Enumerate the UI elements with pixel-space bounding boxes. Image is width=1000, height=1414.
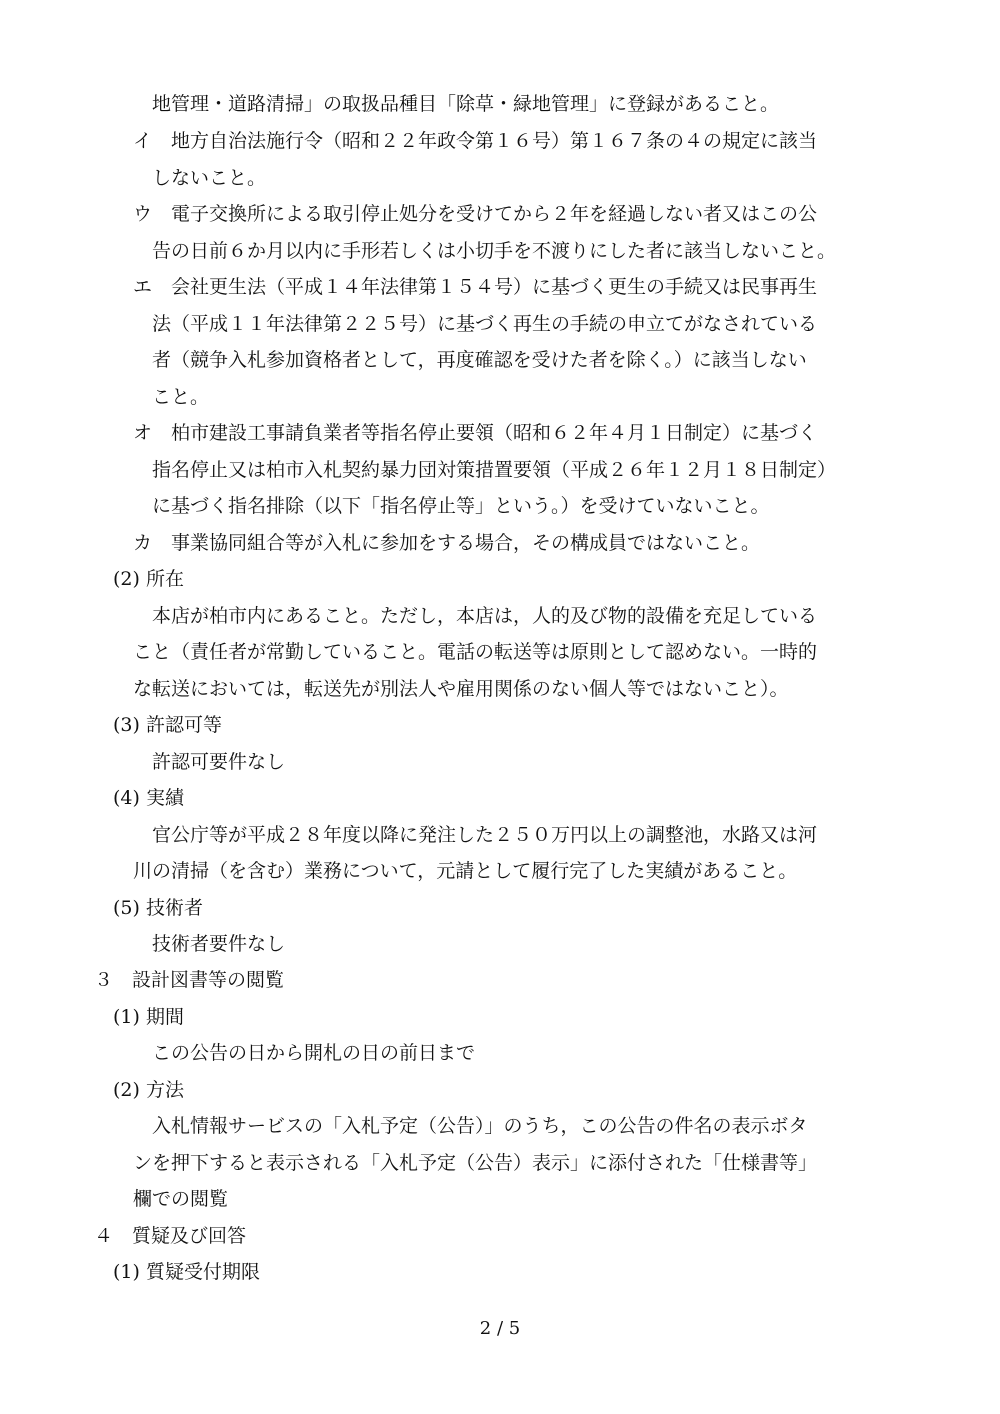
text-line-13: カ 事業協同組合等が入札に参加をする場合，その構成員ではないこと。 bbox=[133, 532, 761, 554]
text-line-3: しないこと。 bbox=[152, 167, 267, 189]
text-line-10: オ 柏市建設工事請負業者等指名停止要領（昭和６２年４月１日制定）に基づく bbox=[133, 422, 818, 444]
text-line-19: 許認可要件なし bbox=[152, 751, 286, 773]
text-line-7: 法（平成１１年法律第２２５号）に基づく再生の手続の申立てがなされている bbox=[152, 313, 818, 335]
section-heading-3-2: (2) 方法 bbox=[113, 1079, 184, 1101]
text-line-9: こと。 bbox=[152, 386, 210, 408]
text-line-24: 技術者要件なし bbox=[152, 933, 286, 955]
text-line-15: 本店が柏市内にあること。ただし，本店は，人的及び物的設備を充足している bbox=[152, 605, 818, 627]
text-line-21: 官公庁等が平成２８年度以降に発注した２５０万円以上の調整池，水路又は河 bbox=[152, 824, 818, 846]
text-line-31: 欄での閲覧 bbox=[133, 1188, 229, 1210]
text-line-30: ンを押下すると表示される「入札予定（公告）表示」に添付された「仕様書等」 bbox=[133, 1152, 818, 1174]
text-line-6: エ 会社更生法（平成１４年法律第１５４号）に基づく更生の手続又は民事再生 bbox=[133, 276, 818, 298]
text-line-8: 者（競争入札参加資格者として，再度確認を受けた者を除く。）に該当しない bbox=[152, 349, 807, 371]
section-heading-4: ４ 質疑及び回答 bbox=[94, 1225, 247, 1247]
text-line-2: イ 地方自治法施行令（昭和２２年政令第１６号）第１６７条の４の規定に該当 bbox=[133, 130, 818, 152]
section-heading-4-1: (1) 質疑受付期限 bbox=[113, 1261, 260, 1283]
text-line-11: 指名停止又は柏市入札契約暴力団対策措置要領（平成２６年１２月１８日制定） bbox=[152, 459, 837, 481]
text-line-22: 川の清掃（を含む）業務について，元請として履行完了した実績があること。 bbox=[133, 860, 798, 882]
text-line-16: こと（責任者が常勤していること。電話の転送等は原則として認めない。一時的 bbox=[133, 641, 818, 663]
text-line-29: 入札情報サービスの「入札予定（公告）」のうち，この公告の件名の表示ボタ bbox=[152, 1115, 808, 1137]
section-heading-3: ３ 設計図書等の閲覧 bbox=[94, 969, 285, 991]
section-heading-2-3: (3) 許認可等 bbox=[113, 714, 222, 736]
page-number: 2 / 5 bbox=[479, 1318, 521, 1339]
text-line-27: この公告の日から開札の日の前日まで bbox=[152, 1042, 476, 1064]
section-heading-3-1: (1) 期間 bbox=[113, 1006, 184, 1028]
section-heading-2-5: (5) 技術者 bbox=[113, 897, 203, 919]
text-line-4: ウ 電子交換所による取引停止処分を受けてから２年を経過しない者又はこの公 bbox=[133, 203, 818, 225]
text-line-1: 地管理・道路清掃」の取扱品種目「除草・緑地管理」に登録があること。 bbox=[152, 93, 780, 115]
text-line-12: に基づく指名排除（以下「指名停止等」という。）を受けていないこと。 bbox=[152, 495, 770, 517]
text-line-17: な転送においては，転送先が別法人や雇用関係のない個人等ではないこと）。 bbox=[133, 678, 789, 700]
section-heading-2-4: (4) 実績 bbox=[113, 787, 184, 809]
text-line-5: 告の日前６か月以内に手形若しくは小切手を不渡りにした者に該当しないこと。 bbox=[152, 240, 837, 262]
section-heading-2-2: (2) 所在 bbox=[113, 568, 184, 590]
